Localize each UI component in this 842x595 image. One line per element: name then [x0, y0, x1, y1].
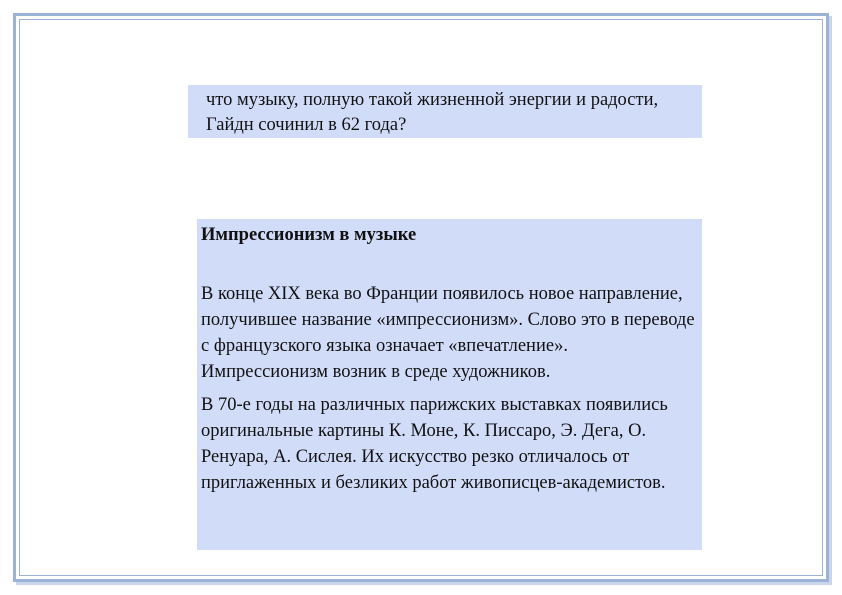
frame-shadow-bottom [16, 582, 832, 585]
frame-shadow-right [829, 16, 832, 585]
article-title: Импрессионизм в музыке [201, 225, 417, 245]
article-paragraph: В конце XIX века во Франции появилось новое направление, получившее название «импрессионизм». Слово это в переводе с французского языка означает «впечатление». Импрессионизм возник в среде художников. [201, 284, 695, 382]
article-text-block [197, 219, 702, 550]
quote-text: что музыку, полную такой жизненной энергии и радости, Гайдн сочинил в 62 года? [206, 90, 659, 135]
quote-text-block [188, 85, 702, 138]
article-paragraph: В 70-е годы на различных парижских выставках появились оригинальные картины К. Моне, К. Писсаро, Э. Дега, О. Ренуара, А. Сислея. Их искусство резко отличалось от приглаженных и безликих работ живописцев-академистов. [201, 395, 668, 493]
